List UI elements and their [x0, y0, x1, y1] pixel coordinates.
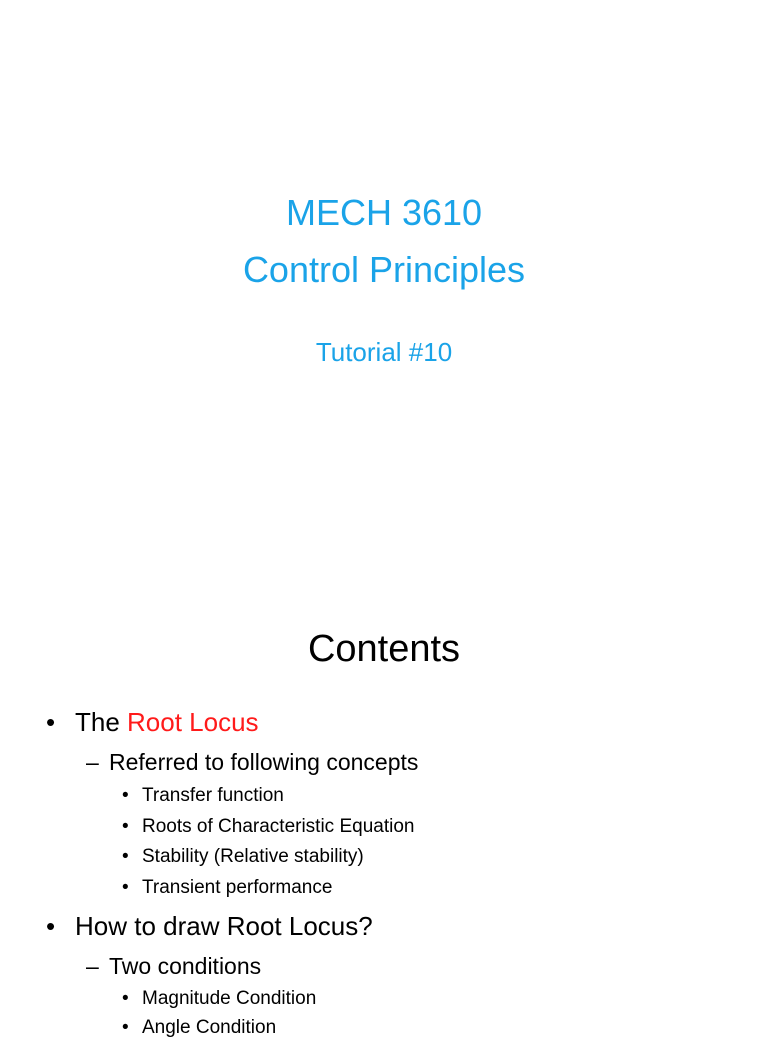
- list-item-transient-performance: [122, 876, 332, 900]
- root-locus-highlight: Root Locus: [127, 707, 259, 737]
- course-title: Control Principles: [242, 249, 526, 290]
- dash-marker: –: [86, 749, 99, 775]
- bullet-marker: •: [122, 816, 129, 837]
- contents-title: Contents: [307, 628, 461, 670]
- list-item-text: Referred to following concepts: [109, 749, 419, 775]
- list-item-how-to-draw: [46, 911, 373, 941]
- bullet-marker: •: [122, 785, 129, 806]
- list-item-text: Angle Condition: [142, 1017, 277, 1038]
- list-item-text: Magnitude Condition: [142, 988, 317, 1009]
- list-item-two-conditions: [86, 952, 261, 980]
- tutorial-subtitle: Tutorial #10: [315, 337, 453, 367]
- contents-slide: [0, 576, 768, 1038]
- bullet-marker: •: [46, 911, 56, 941]
- list-item-text: Two conditions: [109, 953, 262, 979]
- dash-marker: –: [86, 953, 99, 979]
- bullet-marker: •: [122, 1017, 129, 1038]
- list-item-stability: [122, 845, 364, 869]
- list-item-root-locus: [46, 707, 259, 737]
- list-item-angle-condition: [122, 1016, 276, 1040]
- list-item-characteristic-roots: [122, 815, 414, 839]
- list-item-referred-concepts: [86, 748, 418, 776]
- bullet-marker: •: [122, 846, 129, 867]
- bullet-marker: •: [122, 877, 129, 898]
- list-item-text: How to draw Root Locus?: [75, 911, 373, 941]
- bullet-marker: •: [46, 707, 56, 737]
- course-code: MECH 3610: [285, 192, 483, 233]
- list-item-text: Transfer function: [142, 785, 284, 806]
- list-item-transfer-function: [122, 784, 284, 808]
- bullet-marker: •: [122, 988, 129, 1009]
- list-item-text: Transient performance: [142, 877, 333, 898]
- list-item-text: Roots of Characteristic Equation: [142, 816, 415, 837]
- list-item-magnitude-condition: [122, 987, 316, 1011]
- list-item-text: Stability (Relative stability): [142, 846, 364, 867]
- list-item-prefix: The: [75, 707, 128, 737]
